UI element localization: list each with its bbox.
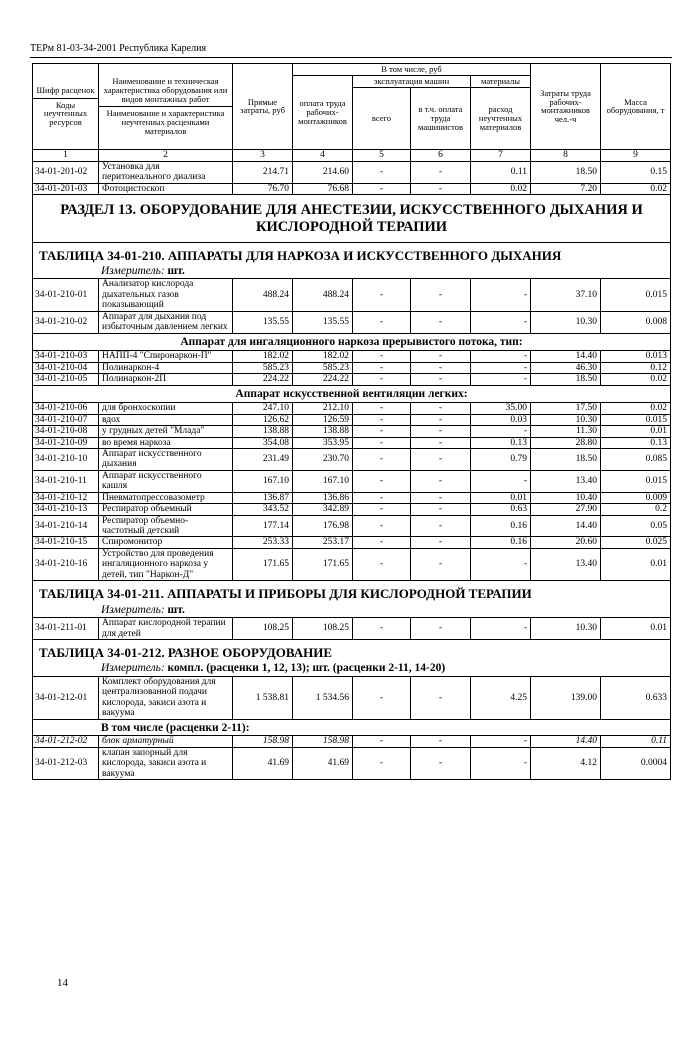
machines-pay-cell: - bbox=[411, 504, 471, 515]
labor-cost-cell: 10.30 bbox=[531, 311, 601, 333]
table-title-row bbox=[33, 581, 671, 603]
machines-pay-cell: - bbox=[411, 515, 471, 537]
code-cell: 34-01-210-14 bbox=[33, 515, 99, 537]
meter-row bbox=[33, 661, 671, 676]
materials-cell: - bbox=[471, 362, 531, 373]
name-cell: Комплект оборудования для централизованной подачи кислорода, закиси азота и вакуума bbox=[99, 676, 233, 719]
machines-pay-cell: - bbox=[411, 470, 471, 492]
table-row bbox=[33, 747, 671, 779]
col-head-materials-unaccounted: расход неучтенных материалов bbox=[471, 87, 531, 149]
machines-pay-cell: - bbox=[411, 183, 471, 194]
machines-pay-cell: - bbox=[411, 492, 471, 503]
machines-cell: - bbox=[353, 470, 411, 492]
direct-cost-cell: 247.10 bbox=[233, 403, 293, 414]
col-number: 4 bbox=[293, 149, 353, 161]
materials-cell: - bbox=[471, 747, 531, 779]
direct-cost-cell: 214.71 bbox=[233, 161, 293, 183]
direct-cost-cell: 135.55 bbox=[233, 311, 293, 333]
machines-cell: - bbox=[353, 676, 411, 719]
materials-cell: 0.63 bbox=[471, 504, 531, 515]
name-cell: Устройство для проведения ингаляционного наркоза у детей, тип "Наркон-Д" bbox=[99, 548, 233, 580]
col-head-resource-code-text: Коды неучтенных ресурсов bbox=[43, 99, 88, 128]
direct-cost-cell: 108.25 bbox=[233, 618, 293, 640]
machines-cell: - bbox=[353, 351, 411, 362]
code-cell: 34-01-211-01 bbox=[33, 618, 99, 640]
machines-cell: - bbox=[353, 448, 411, 470]
table-title-row bbox=[33, 640, 671, 662]
name-cell: вдох bbox=[99, 414, 233, 425]
labor-cost-cell: 46.30 bbox=[531, 362, 601, 373]
labor-pay-cell: 342.89 bbox=[293, 504, 353, 515]
running-head: ТЕРм 81-03-34-2001 Республика Карелия bbox=[30, 43, 207, 54]
col-head-machines: эксплуатация машин bbox=[353, 75, 471, 87]
code-cell: 34-01-210-03 bbox=[33, 351, 99, 362]
labor-cost-cell: 18.50 bbox=[531, 161, 601, 183]
machines-pay-cell: - bbox=[411, 311, 471, 333]
section-title-row bbox=[33, 195, 671, 242]
machines-cell: - bbox=[353, 736, 411, 747]
mass-cell: 0.015 bbox=[601, 470, 671, 492]
code-cell: 34-01-210-06 bbox=[33, 403, 99, 414]
machines-pay-cell: - bbox=[411, 537, 471, 548]
materials-cell: 0.13 bbox=[471, 437, 531, 448]
machines-cell: - bbox=[353, 161, 411, 183]
mass-cell: 0.2 bbox=[601, 504, 671, 515]
table-row bbox=[33, 374, 671, 385]
code-cell: 34-01-210-10 bbox=[33, 448, 99, 470]
machines-cell: - bbox=[353, 504, 411, 515]
name-cell: Полинаркон-2П bbox=[99, 374, 233, 385]
mass-cell: 0.02 bbox=[601, 374, 671, 385]
machines-cell: - bbox=[353, 374, 411, 385]
table-title-row bbox=[33, 242, 671, 264]
header-rule bbox=[30, 57, 672, 58]
mass-cell: 0.12 bbox=[601, 362, 671, 373]
col-head-materials: материалы bbox=[471, 75, 531, 87]
code-cell: 34-01-210-01 bbox=[33, 279, 99, 311]
direct-cost-cell: 138.88 bbox=[233, 426, 293, 437]
col-number: 1 bbox=[33, 149, 99, 161]
direct-cost-cell: 76.70 bbox=[233, 183, 293, 194]
subheading-including: В том числе (расценки 2-11): bbox=[33, 719, 671, 736]
meter-row bbox=[33, 264, 671, 279]
code-cell: 34-01-210-02 bbox=[33, 311, 99, 333]
machines-pay-cell: - bbox=[411, 747, 471, 779]
table-210-title: ТАБЛИЦА 34-01-210. АППАРАТЫ ДЛЯ НАРКОЗА И ИСКУССТВЕННОГО ДЫХАНИЯ bbox=[33, 242, 671, 264]
materials-cell: 0.01 bbox=[471, 492, 531, 503]
name-cell: Установка для перитонеального диализа bbox=[99, 161, 233, 183]
materials-cell: - bbox=[471, 351, 531, 362]
table-row bbox=[33, 426, 671, 437]
table-212-title: ТАБЛИЦА 34-01-212. РАЗНОЕ ОБОРУДОВАНИЕ bbox=[33, 640, 671, 662]
meter-value: компл. (расценки 1, 12, 13); шт. (расценки 2-11, 14-20) bbox=[167, 662, 446, 675]
table-row bbox=[33, 183, 671, 194]
direct-cost-cell: 1 538.81 bbox=[233, 676, 293, 719]
materials-cell: - bbox=[471, 279, 531, 311]
direct-cost-cell: 182.02 bbox=[233, 351, 293, 362]
meter-value: шт. bbox=[167, 264, 185, 277]
col-number: 7 bbox=[471, 149, 531, 161]
mass-cell: 0.02 bbox=[601, 183, 671, 194]
labor-cost-cell: 17.50 bbox=[531, 403, 601, 414]
col-head-machines-total: всего bbox=[353, 87, 411, 149]
subheading-ventilation: Аппарат искусственной вентиляции легких: bbox=[33, 385, 671, 403]
table-row bbox=[33, 515, 671, 537]
direct-cost-cell: 354.08 bbox=[233, 437, 293, 448]
name-cell: НАПП-4 "Спиронаркон-П" bbox=[99, 351, 233, 362]
table-row bbox=[33, 161, 671, 183]
table-row bbox=[33, 448, 671, 470]
col-number: 5 bbox=[353, 149, 411, 161]
mass-cell: 0.008 bbox=[601, 311, 671, 333]
name-cell: Аппарат кислородной терапии для детей bbox=[99, 618, 233, 640]
col-number: 6 bbox=[411, 149, 471, 161]
mass-cell: 0.01 bbox=[601, 548, 671, 580]
mass-cell: 0.009 bbox=[601, 492, 671, 503]
code-cell: 34-01-210-13 bbox=[33, 504, 99, 515]
name-cell: Анализатор кислорода дыхательных газов показывающий bbox=[99, 279, 233, 311]
code-cell: 34-01-212-02 bbox=[33, 736, 99, 747]
labor-pay-cell: 230.70 bbox=[293, 448, 353, 470]
labor-cost-cell: 14.40 bbox=[531, 515, 601, 537]
machines-cell: - bbox=[353, 492, 411, 503]
machines-pay-cell: - bbox=[411, 426, 471, 437]
labor-cost-cell: 37.10 bbox=[531, 279, 601, 311]
subheading-row bbox=[33, 385, 671, 403]
column-numbers-row bbox=[33, 149, 671, 161]
materials-cell: 0.02 bbox=[471, 183, 531, 194]
labor-cost-cell: 13.40 bbox=[531, 548, 601, 580]
machines-cell: - bbox=[353, 183, 411, 194]
table-row bbox=[33, 492, 671, 503]
col-head-resource-name-text: Наименование и характеристика неучтенных расценками материалов bbox=[106, 108, 225, 137]
col-head-direct: Прямые затраты, руб bbox=[233, 64, 293, 150]
labor-pay-cell: 212.10 bbox=[293, 403, 353, 414]
code-cell: 34-01-201-02 bbox=[33, 161, 99, 183]
name-cell: во время наркоза bbox=[99, 437, 233, 448]
machines-cell: - bbox=[353, 279, 411, 311]
direct-cost-cell: 167.10 bbox=[233, 470, 293, 492]
table-row bbox=[33, 437, 671, 448]
labor-cost-cell: 139.00 bbox=[531, 676, 601, 719]
labor-pay-cell: 136.86 bbox=[293, 492, 353, 503]
mass-cell: 0.02 bbox=[601, 403, 671, 414]
col-head-pay: оплата труда рабочих-монтажников bbox=[293, 75, 353, 149]
labor-cost-cell: 18.50 bbox=[531, 374, 601, 385]
labor-cost-cell: 28.80 bbox=[531, 437, 601, 448]
labor-pay-cell: 171.65 bbox=[293, 548, 353, 580]
materials-cell: - bbox=[471, 374, 531, 385]
meter-value: шт. bbox=[167, 603, 185, 616]
labor-pay-cell: 76.68 bbox=[293, 183, 353, 194]
materials-cell: - bbox=[471, 470, 531, 492]
name-cell: у грудных детей "Млада" bbox=[99, 426, 233, 437]
machines-pay-cell: - bbox=[411, 362, 471, 373]
subheading-row bbox=[33, 719, 671, 736]
mass-cell: 0.11 bbox=[601, 736, 671, 747]
mass-cell: 0.05 bbox=[601, 515, 671, 537]
labor-pay-cell: 585.23 bbox=[293, 362, 353, 373]
machines-cell: - bbox=[353, 515, 411, 537]
machines-cell: - bbox=[353, 403, 411, 414]
section-title: РАЗДЕЛ 13. ОБОРУДОВАНИЕ ДЛЯ АНЕСТЕЗИИ, ИСКУССТВЕННОГО ДЫХАНИЯ И КИСЛОРОДНОЙ ТЕРАПИИ bbox=[33, 195, 671, 242]
table-row bbox=[33, 414, 671, 425]
code-cell: 34-01-210-12 bbox=[33, 492, 99, 503]
table-row bbox=[33, 362, 671, 373]
machines-pay-cell: - bbox=[411, 403, 471, 414]
header-row-1 bbox=[33, 64, 671, 76]
name-cell: Респиратор объемный bbox=[99, 504, 233, 515]
machines-cell: - bbox=[353, 311, 411, 333]
mass-cell: 0.13 bbox=[601, 437, 671, 448]
code-cell: 34-01-210-16 bbox=[33, 548, 99, 580]
machines-pay-cell: - bbox=[411, 676, 471, 719]
col-number: 2 bbox=[99, 149, 233, 161]
labor-cost-cell: 10.30 bbox=[531, 414, 601, 425]
machines-pay-cell: - bbox=[411, 351, 471, 362]
mass-cell: 0.0004 bbox=[601, 747, 671, 779]
table-row bbox=[33, 736, 671, 747]
machines-cell: - bbox=[353, 437, 411, 448]
table-row bbox=[33, 676, 671, 719]
col-head-incl: В том числе, руб bbox=[293, 64, 531, 76]
labor-cost-cell: 11.30 bbox=[531, 426, 601, 437]
col-head-labor: Затраты труда рабочих-монтажников чел.-ч bbox=[531, 64, 601, 150]
mass-cell: 0.013 bbox=[601, 351, 671, 362]
code-cell: 34-01-210-15 bbox=[33, 537, 99, 548]
mass-cell: 0.01 bbox=[601, 426, 671, 437]
materials-cell: 0.16 bbox=[471, 537, 531, 548]
meter-label: Измеритель: bbox=[101, 662, 165, 675]
code-cell: 34-01-210-05 bbox=[33, 374, 99, 385]
labor-pay-cell: 158.98 bbox=[293, 736, 353, 747]
labor-cost-cell: 13.40 bbox=[531, 470, 601, 492]
machines-cell: - bbox=[353, 414, 411, 425]
materials-cell: - bbox=[471, 548, 531, 580]
name-cell: Полинаркон-4 bbox=[99, 362, 233, 373]
materials-cell: 0.16 bbox=[471, 515, 531, 537]
col-number: 3 bbox=[233, 149, 293, 161]
machines-cell: - bbox=[353, 618, 411, 640]
labor-cost-cell: 14.40 bbox=[531, 736, 601, 747]
machines-pay-cell: - bbox=[411, 618, 471, 640]
machines-cell: - bbox=[353, 537, 411, 548]
mass-cell: 0.015 bbox=[601, 279, 671, 311]
col-number: 9 bbox=[601, 149, 671, 161]
labor-pay-cell: 138.88 bbox=[293, 426, 353, 437]
machines-pay-cell: - bbox=[411, 161, 471, 183]
labor-cost-cell: 10.40 bbox=[531, 492, 601, 503]
table-211-title: ТАБЛИЦА 34-01-211. АППАРАТЫ И ПРИБОРЫ ДЛЯ КИСЛОРОДНОЙ ТЕРАПИИ bbox=[33, 581, 671, 603]
subheading-inhalation: Аппарат для ингаляционного наркоза прерывистого потока, тип: bbox=[33, 333, 671, 351]
table-row bbox=[33, 279, 671, 311]
name-cell: клапан запорный для кислорода, закиси азота и вакуума bbox=[99, 747, 233, 779]
mass-cell: 0.085 bbox=[601, 448, 671, 470]
labor-pay-cell: 167.10 bbox=[293, 470, 353, 492]
code-cell: 34-01-210-09 bbox=[33, 437, 99, 448]
name-cell: блок арматурный bbox=[99, 736, 233, 747]
name-cell: Аппарат искусственного кашля bbox=[99, 470, 233, 492]
name-cell: Аппарат искусственного дыхания bbox=[99, 448, 233, 470]
machines-pay-cell: - bbox=[411, 736, 471, 747]
code-cell: 34-01-210-11 bbox=[33, 470, 99, 492]
code-cell: 34-01-210-07 bbox=[33, 414, 99, 425]
labor-cost-cell: 4.12 bbox=[531, 747, 601, 779]
meter-label: Измеритель: bbox=[101, 264, 165, 277]
materials-cell: 35.00 bbox=[471, 403, 531, 414]
page-number: 14 bbox=[57, 977, 68, 989]
name-cell: Спиромонитор bbox=[99, 537, 233, 548]
table-row bbox=[33, 548, 671, 580]
direct-cost-cell: 136.87 bbox=[233, 492, 293, 503]
materials-cell: - bbox=[471, 311, 531, 333]
direct-cost-cell: 177.14 bbox=[233, 515, 293, 537]
col-head-mass: Масса оборудования, т bbox=[601, 64, 671, 150]
machines-cell: - bbox=[353, 548, 411, 580]
direct-cost-cell: 41.69 bbox=[233, 747, 293, 779]
materials-cell: - bbox=[471, 618, 531, 640]
meter-row bbox=[33, 603, 671, 618]
direct-cost-cell: 126.62 bbox=[233, 414, 293, 425]
table-row bbox=[33, 618, 671, 640]
meter-label: Измеритель: bbox=[101, 603, 165, 616]
table-row bbox=[33, 470, 671, 492]
mass-cell: 0.01 bbox=[601, 618, 671, 640]
labor-cost-cell: 10.30 bbox=[531, 618, 601, 640]
name-cell: для бронхоскопии bbox=[99, 403, 233, 414]
direct-cost-cell: 488.24 bbox=[233, 279, 293, 311]
col-head-name bbox=[99, 64, 233, 150]
code-cell: 34-01-210-04 bbox=[33, 362, 99, 373]
table-row bbox=[33, 537, 671, 548]
table-212-meter bbox=[33, 661, 671, 676]
labor-cost-cell: 27.90 bbox=[531, 504, 601, 515]
mass-cell: 0.633 bbox=[601, 676, 671, 719]
direct-cost-cell: 343.52 bbox=[233, 504, 293, 515]
table-row bbox=[33, 351, 671, 362]
labor-pay-cell: 108.25 bbox=[293, 618, 353, 640]
labor-pay-cell: 182.02 bbox=[293, 351, 353, 362]
materials-cell: 4.25 bbox=[471, 676, 531, 719]
machines-cell: - bbox=[353, 426, 411, 437]
subheading-row bbox=[33, 333, 671, 351]
direct-cost-cell: 585.23 bbox=[233, 362, 293, 373]
labor-pay-cell: 1 534.56 bbox=[293, 676, 353, 719]
labor-pay-cell: 214.60 bbox=[293, 161, 353, 183]
code-cell: 34-01-201-03 bbox=[33, 183, 99, 194]
col-number: 8 bbox=[531, 149, 601, 161]
mass-cell: 0.025 bbox=[601, 537, 671, 548]
labor-pay-cell: 41.69 bbox=[293, 747, 353, 779]
code-cell: 34-01-212-03 bbox=[33, 747, 99, 779]
table-row bbox=[33, 403, 671, 414]
name-cell: Аппарат для дыхания под избыточным давлением легких bbox=[99, 311, 233, 333]
machines-cell: - bbox=[353, 747, 411, 779]
col-head-code bbox=[33, 64, 99, 150]
direct-cost-cell: 224.22 bbox=[233, 374, 293, 385]
materials-cell: 0.11 bbox=[471, 161, 531, 183]
machines-pay-cell: - bbox=[411, 548, 471, 580]
col-head-machines-pay: в т.ч. оплата труда машинистов bbox=[411, 87, 471, 149]
materials-cell: 0.79 bbox=[471, 448, 531, 470]
labor-pay-cell: 135.55 bbox=[293, 311, 353, 333]
table-row bbox=[33, 504, 671, 515]
code-cell: 34-01-212-01 bbox=[33, 676, 99, 719]
materials-cell: - bbox=[471, 736, 531, 747]
table-210-meter bbox=[33, 264, 671, 279]
labor-pay-cell: 176.98 bbox=[293, 515, 353, 537]
direct-cost-cell: 231.49 bbox=[233, 448, 293, 470]
mass-cell: 0.015 bbox=[601, 414, 671, 425]
labor-cost-cell: 7.20 bbox=[531, 183, 601, 194]
col-head-code-text: Шифр расценок bbox=[36, 84, 95, 95]
labor-pay-cell: 353.95 bbox=[293, 437, 353, 448]
materials-cell: - bbox=[471, 426, 531, 437]
direct-cost-cell: 171.65 bbox=[233, 548, 293, 580]
labor-pay-cell: 126.59 bbox=[293, 414, 353, 425]
name-cell: Респиратор объемно-частотный детский bbox=[99, 515, 233, 537]
rates-table bbox=[32, 63, 671, 780]
machines-cell: - bbox=[353, 362, 411, 373]
name-cell: Пневматопрессовазометр bbox=[99, 492, 233, 503]
direct-cost-cell: 158.98 bbox=[233, 736, 293, 747]
machines-pay-cell: - bbox=[411, 374, 471, 385]
labor-pay-cell: 224.22 bbox=[293, 374, 353, 385]
table-211-meter bbox=[33, 603, 671, 618]
machines-pay-cell: - bbox=[411, 448, 471, 470]
code-cell: 34-01-210-08 bbox=[33, 426, 99, 437]
machines-pay-cell: - bbox=[411, 279, 471, 311]
direct-cost-cell: 253.33 bbox=[233, 537, 293, 548]
materials-cell: 0.03 bbox=[471, 414, 531, 425]
machines-pay-cell: - bbox=[411, 414, 471, 425]
labor-pay-cell: 488.24 bbox=[293, 279, 353, 311]
name-cell: Фотоцистоскоп bbox=[99, 183, 233, 194]
table-row bbox=[33, 311, 671, 333]
labor-cost-cell: 14.40 bbox=[531, 351, 601, 362]
col-head-name-text: Наименование и техническая характеристика оборудования или видов монтажных работ bbox=[103, 75, 228, 104]
labor-cost-cell: 18.50 bbox=[531, 448, 601, 470]
labor-pay-cell: 253.17 bbox=[293, 537, 353, 548]
machines-pay-cell: - bbox=[411, 437, 471, 448]
labor-cost-cell: 20.60 bbox=[531, 537, 601, 548]
mass-cell: 0.15 bbox=[601, 161, 671, 183]
